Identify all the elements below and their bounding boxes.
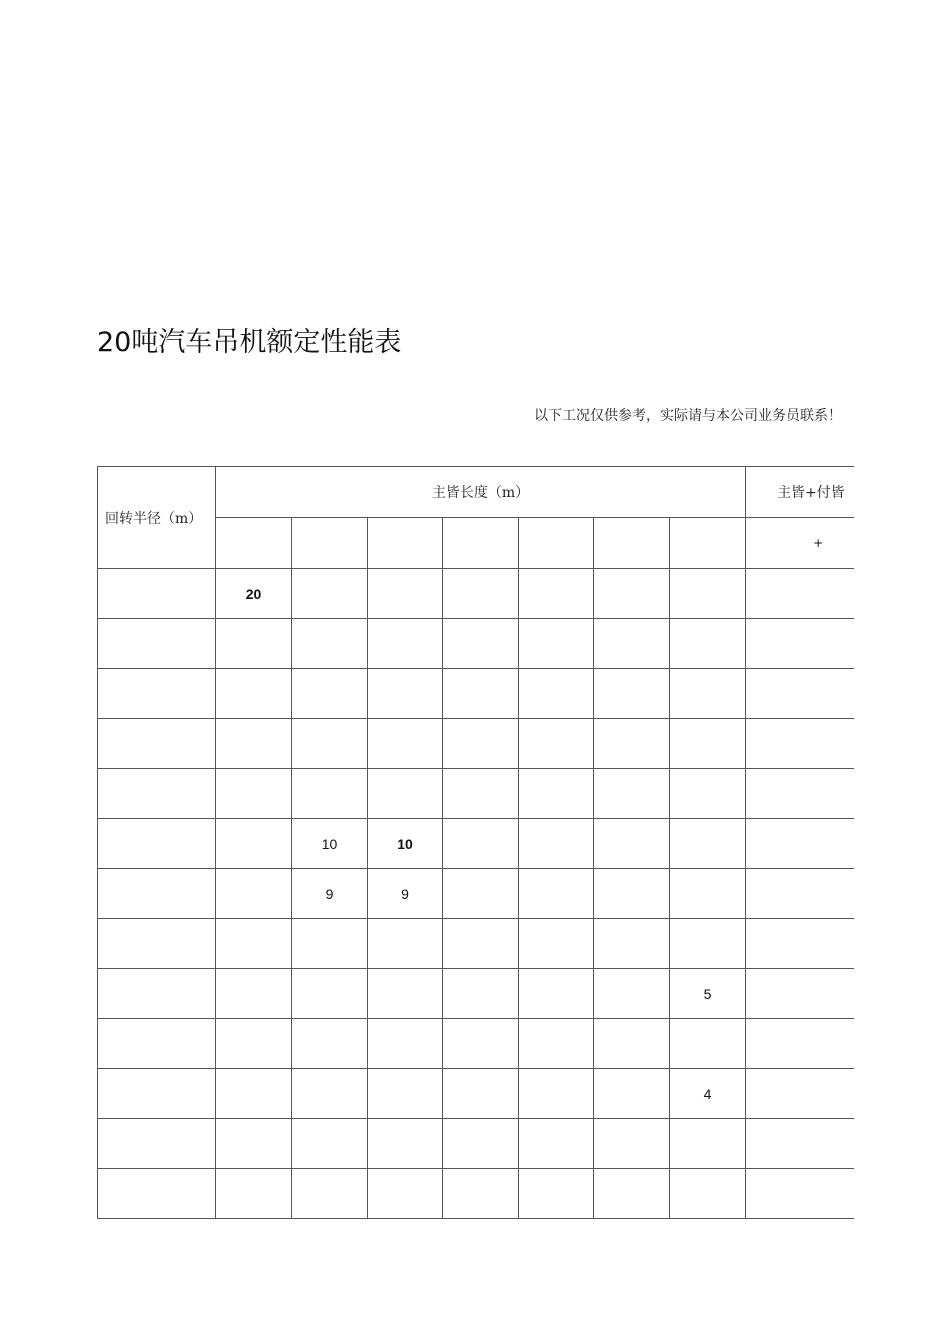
load-value-cell — [670, 719, 746, 769]
load-value-cell — [746, 769, 854, 819]
table-row — [98, 769, 855, 819]
page-title: 20吨汽车吊机额定性能表 — [97, 327, 402, 358]
load-value-cell — [746, 1119, 854, 1169]
load-value-cell — [519, 569, 594, 619]
load-value-cell: 10 — [368, 819, 443, 869]
load-value-cell — [746, 869, 854, 919]
load-value-cell — [292, 1169, 368, 1219]
load-value-cell — [443, 569, 519, 619]
load-value-cell — [368, 1169, 443, 1219]
load-value-cell — [292, 669, 368, 719]
load-value-cell — [216, 1069, 292, 1119]
load-value-cell — [292, 1019, 368, 1069]
load-value-cell — [594, 769, 670, 819]
reference-notice: 以下工况仅供参考，实际请与本公司业务员联系！ — [534, 408, 842, 424]
load-value-cell — [216, 619, 292, 669]
load-value-cell — [670, 1169, 746, 1219]
load-value-cell — [368, 969, 443, 1019]
table-row — [98, 619, 855, 669]
main-boom-length-header: 主皆长度（m） — [216, 467, 746, 518]
load-value-cell — [594, 719, 670, 769]
load-value-cell — [519, 1019, 594, 1069]
load-value-cell — [443, 869, 519, 919]
load-value-cell — [443, 669, 519, 719]
radius-value-cell — [98, 1119, 216, 1169]
load-value-cell — [519, 1119, 594, 1169]
load-value-cell — [368, 769, 443, 819]
load-value-cell — [746, 1069, 854, 1119]
load-value-cell — [746, 719, 854, 769]
load-value-cell — [594, 1169, 670, 1219]
load-value-cell — [519, 619, 594, 669]
table-row — [98, 969, 855, 1019]
table-row — [98, 869, 855, 919]
load-value-cell — [368, 1119, 443, 1169]
table-row — [98, 1019, 855, 1069]
load-value-cell — [670, 1119, 746, 1169]
load-value-cell — [216, 1119, 292, 1169]
load-value-cell — [519, 1069, 594, 1119]
load-value-cell — [594, 1069, 670, 1119]
table-row — [98, 569, 855, 619]
radius-value-cell — [98, 869, 216, 919]
table-row — [98, 719, 855, 769]
table-row — [98, 819, 855, 869]
radius-value-cell — [98, 669, 216, 719]
radius-value-cell — [98, 719, 216, 769]
load-value-cell — [292, 619, 368, 669]
boom-length-cell — [368, 518, 443, 569]
radius-value-cell — [98, 919, 216, 969]
load-value-cell — [368, 1019, 443, 1069]
load-value-cell — [519, 969, 594, 1019]
load-value-cell — [594, 969, 670, 1019]
radius-value-cell — [98, 1169, 216, 1219]
load-value-cell — [519, 669, 594, 719]
load-value-cell — [519, 919, 594, 969]
load-value-cell — [216, 869, 292, 919]
load-value-cell — [670, 769, 746, 819]
boom-length-cell — [594, 518, 670, 569]
load-value-cell — [443, 769, 519, 819]
load-value-cell — [292, 569, 368, 619]
boom-length-cell — [443, 518, 519, 569]
load-value-cell — [216, 669, 292, 719]
load-value-cell — [216, 969, 292, 1019]
load-value-cell — [292, 1069, 368, 1119]
load-value-cell — [443, 1119, 519, 1169]
load-value-cell — [216, 719, 292, 769]
load-value-cell — [443, 819, 519, 869]
load-value-cell — [368, 669, 443, 719]
load-value-cell: 9 — [292, 869, 368, 919]
load-value-cell — [670, 819, 746, 869]
main-plus-jib-header: 主皆+付皆 — [746, 467, 854, 518]
load-value-cell: 20 — [216, 569, 292, 619]
load-value-cell — [519, 719, 594, 769]
table-row — [98, 1119, 855, 1169]
radius-value-cell — [98, 569, 216, 619]
boom-length-cell — [519, 518, 594, 569]
load-value-cell — [443, 969, 519, 1019]
load-value-cell — [443, 1169, 519, 1219]
load-value-cell — [368, 619, 443, 669]
performance-table — [97, 466, 854, 1219]
load-value-cell — [746, 619, 854, 669]
load-value-cell — [216, 1019, 292, 1069]
table-row — [98, 669, 855, 719]
load-value-cell — [746, 1169, 854, 1219]
load-value-cell — [216, 919, 292, 969]
load-value-cell — [746, 819, 854, 869]
boom-length-cell — [292, 518, 368, 569]
jib-combination-cell: + — [746, 518, 854, 569]
table-row — [98, 919, 855, 969]
boom-length-cell — [216, 518, 292, 569]
load-value-cell — [594, 1119, 670, 1169]
load-value-cell: 9 — [368, 869, 443, 919]
performance-table-wrapper — [97, 466, 854, 1219]
load-value-cell — [746, 919, 854, 969]
radius-value-cell — [98, 619, 216, 669]
radius-value-cell — [98, 1019, 216, 1069]
load-value-cell — [670, 669, 746, 719]
load-value-cell — [368, 1069, 443, 1119]
load-value-cell — [746, 569, 854, 619]
load-value-cell — [519, 769, 594, 819]
load-value-cell — [292, 919, 368, 969]
load-value-cell — [216, 769, 292, 819]
load-value-cell — [746, 669, 854, 719]
load-value-cell — [443, 919, 519, 969]
load-value-cell — [594, 619, 670, 669]
radius-value-cell — [98, 819, 216, 869]
load-value-cell — [216, 819, 292, 869]
load-value-cell — [216, 1169, 292, 1219]
load-value-cell — [519, 819, 594, 869]
load-value-cell — [443, 1069, 519, 1119]
load-value-cell — [670, 569, 746, 619]
load-value-cell — [368, 569, 443, 619]
load-value-cell — [292, 769, 368, 819]
load-value-cell — [292, 1119, 368, 1169]
load-value-cell — [368, 919, 443, 969]
load-value-cell: 10 — [292, 819, 368, 869]
load-value-cell — [443, 619, 519, 669]
load-value-cell — [670, 919, 746, 969]
load-value-cell — [443, 1019, 519, 1069]
load-value-cell — [594, 919, 670, 969]
radius-value-cell — [98, 1069, 216, 1119]
load-value-cell — [594, 819, 670, 869]
load-value-cell — [594, 1019, 670, 1069]
load-value-cell — [746, 1019, 854, 1069]
load-value-cell — [519, 869, 594, 919]
load-value-cell — [368, 719, 443, 769]
radius-value-cell — [98, 969, 216, 1019]
radius-value-cell — [98, 769, 216, 819]
table-row — [98, 1069, 855, 1119]
load-value-cell — [594, 869, 670, 919]
load-value-cell: 5 — [670, 969, 746, 1019]
radius-header: 回转半径（m） — [98, 467, 216, 569]
table-row — [98, 1169, 855, 1219]
load-value-cell — [519, 1169, 594, 1219]
load-value-cell: 4 — [670, 1069, 746, 1119]
load-value-cell — [443, 719, 519, 769]
load-value-cell — [670, 1019, 746, 1069]
load-value-cell — [594, 569, 670, 619]
load-value-cell — [746, 969, 854, 1019]
load-value-cell — [670, 619, 746, 669]
load-value-cell — [292, 969, 368, 1019]
load-value-cell — [670, 869, 746, 919]
boom-length-cell — [670, 518, 746, 569]
load-value-cell — [292, 719, 368, 769]
load-value-cell — [594, 669, 670, 719]
